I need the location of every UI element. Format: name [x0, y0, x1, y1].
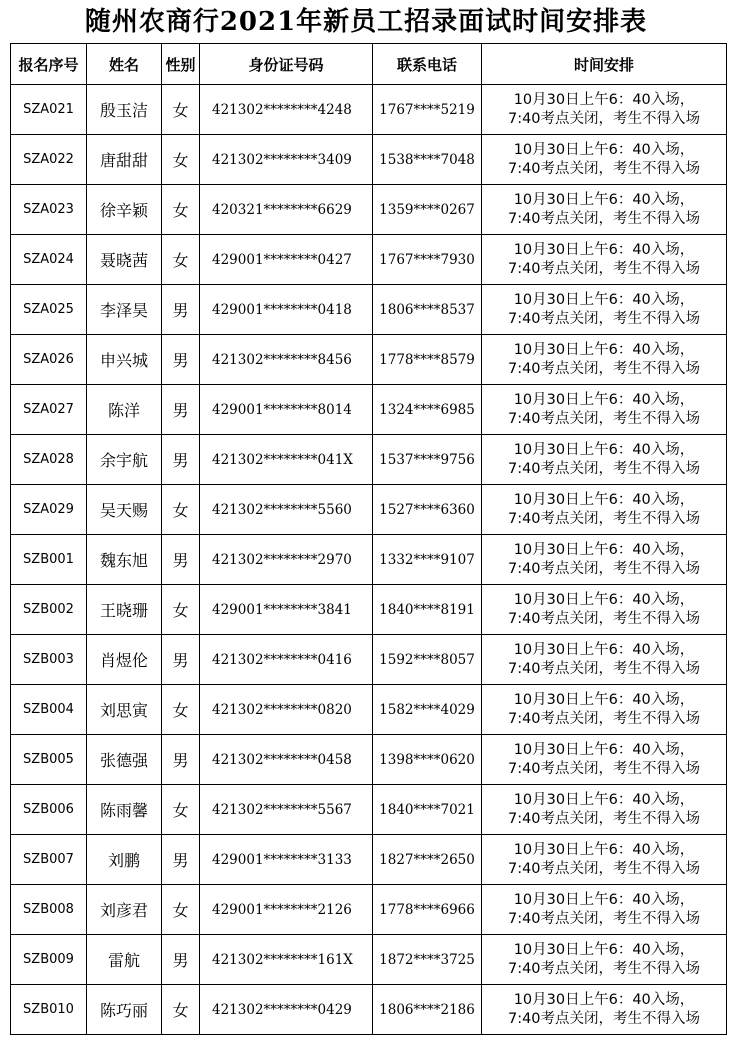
time-line-1: 10月30日上午6：40入场，	[513, 741, 695, 758]
table-row	[11, 435, 727, 485]
cell-idcard: 421302********5560	[200, 485, 373, 535]
page-title: 随州农商行2021年新员工招录面试时间安排表	[84, 7, 648, 37]
cell-registration-id: SZA022	[11, 135, 87, 185]
cell-time-schedule	[482, 235, 727, 285]
cell-name: 张德强	[87, 735, 162, 785]
cell-phone: 1767****7930	[373, 235, 482, 285]
cell-name: 聂晓茜	[87, 235, 162, 285]
cell-phone: 1582****4029	[373, 685, 482, 735]
cell-phone: 1840****7021	[373, 785, 482, 835]
cell-idcard: 421302********161X	[200, 935, 373, 985]
time-line-1: 10月30日上午6：40入场，	[513, 291, 695, 308]
cell-time-schedule	[482, 685, 727, 735]
cell-time-schedule	[482, 585, 727, 635]
time-line-2: 7:40考点关闭，考生不得入场	[507, 160, 701, 177]
cell-idcard: 421302********0820	[200, 685, 373, 735]
cell-name: 余宇航	[87, 435, 162, 485]
table-row	[11, 485, 727, 535]
table-row	[11, 585, 727, 635]
cell-idcard: 429001********0418	[200, 285, 373, 335]
cell-idcard: 421302********041X	[200, 435, 373, 485]
time-line-1: 10月30日上午6：40入场，	[513, 541, 695, 558]
header-row	[11, 44, 727, 85]
table-row	[11, 135, 727, 185]
cell-gender: 女	[162, 885, 200, 935]
time-line-1: 10月30日上午6：40入场，	[513, 191, 695, 208]
cell-registration-id: SZA021	[11, 85, 87, 135]
cell-gender: 女	[162, 985, 200, 1035]
cell-time-schedule	[482, 435, 727, 485]
table-row	[11, 385, 727, 435]
header-name: 姓名	[87, 44, 162, 85]
time-line-2: 7:40考点关闭，考生不得入场	[507, 110, 701, 127]
cell-idcard: 429001********8014	[200, 385, 373, 435]
cell-phone: 1332****9107	[373, 535, 482, 585]
cell-name: 肖煜伦	[87, 635, 162, 685]
time-line-2: 7:40考点关闭，考生不得入场	[507, 460, 701, 477]
cell-gender: 女	[162, 485, 200, 535]
cell-time-schedule	[482, 335, 727, 385]
time-line-2: 7:40考点关闭，考生不得入场	[507, 860, 701, 877]
time-line-2: 7:40考点关闭，考生不得入场	[507, 210, 701, 227]
time-line-2: 7:40考点关闭，考生不得入场	[507, 360, 701, 377]
cell-registration-id: SZA026	[11, 335, 87, 385]
cell-registration-id: SZA025	[11, 285, 87, 335]
cell-name: 申兴城	[87, 335, 162, 385]
time-line-1: 10月30日上午6：40入场，	[513, 891, 695, 908]
cell-phone: 1767****5219	[373, 85, 482, 135]
cell-phone: 1538****7048	[373, 135, 482, 185]
cell-name: 李泽昊	[87, 285, 162, 335]
table-row	[11, 935, 727, 985]
time-line-2: 7:40考点关闭，考生不得入场	[507, 710, 701, 727]
cell-registration-id: SZB001	[11, 535, 87, 585]
cell-idcard: 429001********3841	[200, 585, 373, 635]
time-line-2: 7:40考点关闭，考生不得入场	[507, 410, 701, 427]
cell-time-schedule	[482, 885, 727, 935]
cell-time-schedule	[482, 785, 727, 835]
time-line-1: 10月30日上午6：40入场，	[513, 91, 695, 108]
header-idcard: 身份证号码	[200, 44, 373, 85]
cell-gender: 男	[162, 935, 200, 985]
time-line-1: 10月30日上午6：40入场，	[513, 141, 695, 158]
table-row	[11, 835, 727, 885]
cell-gender: 男	[162, 535, 200, 585]
time-line-2: 7:40考点关闭，考生不得入场	[507, 760, 701, 777]
cell-gender: 男	[162, 435, 200, 485]
cell-registration-id: SZB008	[11, 885, 87, 935]
time-line-1: 10月30日上午6：40入场，	[513, 391, 695, 408]
cell-idcard: 421302********0429	[200, 985, 373, 1035]
cell-name: 陈洋	[87, 385, 162, 435]
table-row	[11, 635, 727, 685]
cell-time-schedule	[482, 135, 727, 185]
cell-idcard: 429001********0427	[200, 235, 373, 285]
cell-idcard: 421302********3409	[200, 135, 373, 185]
time-line-1: 10月30日上午6：40入场，	[513, 591, 695, 608]
header-phone: 联系电话	[373, 44, 482, 85]
cell-registration-id: SZB005	[11, 735, 87, 785]
cell-name: 雷航	[87, 935, 162, 985]
time-line-1: 10月30日上午6：40入场，	[513, 341, 695, 358]
time-line-2: 7:40考点关闭，考生不得入场	[507, 560, 701, 577]
cell-phone: 1398****0620	[373, 735, 482, 785]
table-row	[11, 885, 727, 935]
cell-name: 王晓珊	[87, 585, 162, 635]
time-line-2: 7:40考点关闭，考生不得入场	[507, 660, 701, 677]
cell-phone: 1806****8537	[373, 285, 482, 335]
table-row	[11, 285, 727, 335]
table-row	[11, 535, 727, 585]
cell-phone: 1778****8579	[373, 335, 482, 385]
cell-registration-id: SZB004	[11, 685, 87, 735]
cell-time-schedule	[482, 285, 727, 335]
cell-gender: 女	[162, 785, 200, 835]
cell-time-schedule	[482, 635, 727, 685]
cell-name: 唐甜甜	[87, 135, 162, 185]
cell-name: 刘鹏	[87, 835, 162, 885]
time-line-1: 10月30日上午6：40入场，	[513, 241, 695, 258]
cell-phone: 1840****8191	[373, 585, 482, 635]
cell-time-schedule	[482, 185, 727, 235]
cell-idcard: 421302********0458	[200, 735, 373, 785]
cell-registration-id: SZB009	[11, 935, 87, 985]
cell-name: 吴天赐	[87, 485, 162, 535]
cell-name: 徐辛颖	[87, 185, 162, 235]
cell-phone: 1778****6966	[373, 885, 482, 935]
time-line-2: 7:40考点关闭，考生不得入场	[507, 1010, 701, 1027]
cell-registration-id: SZA023	[11, 185, 87, 235]
cell-registration-id: SZB010	[11, 985, 87, 1035]
time-line-1: 10月30日上午6：40入场，	[513, 641, 695, 658]
table-row	[11, 185, 727, 235]
cell-idcard: 429001********2126	[200, 885, 373, 935]
cell-phone: 1872****3725	[373, 935, 482, 985]
cell-gender: 女	[162, 135, 200, 185]
table-row	[11, 735, 727, 785]
cell-time-schedule	[482, 535, 727, 585]
time-line-2: 7:40考点关闭，考生不得入场	[507, 910, 701, 927]
cell-gender: 男	[162, 385, 200, 435]
table-row	[11, 335, 727, 385]
schedule-table	[10, 43, 727, 1035]
cell-registration-id: SZA024	[11, 235, 87, 285]
cell-gender: 男	[162, 635, 200, 685]
table-row	[11, 685, 727, 735]
cell-registration-id: SZB003	[11, 635, 87, 685]
cell-time-schedule	[482, 385, 727, 435]
cell-name: 陈巧丽	[87, 985, 162, 1035]
cell-phone: 1592****8057	[373, 635, 482, 685]
table-row	[11, 85, 727, 135]
cell-gender: 男	[162, 285, 200, 335]
table-row	[11, 235, 727, 285]
cell-registration-id: SZA029	[11, 485, 87, 535]
cell-registration-id: SZB007	[11, 835, 87, 885]
cell-idcard: 421302********5567	[200, 785, 373, 835]
table-row	[11, 985, 727, 1035]
cell-phone: 1324****6985	[373, 385, 482, 435]
cell-time-schedule	[482, 835, 727, 885]
cell-time-schedule	[482, 985, 727, 1035]
cell-name: 魏东旭	[87, 535, 162, 585]
cell-phone: 1537****9756	[373, 435, 482, 485]
cell-idcard: 421302********2970	[200, 535, 373, 585]
cell-registration-id: SZB006	[11, 785, 87, 835]
cell-idcard: 421302********4248	[200, 85, 373, 135]
cell-name: 殷玉洁	[87, 85, 162, 135]
cell-gender: 女	[162, 85, 200, 135]
cell-idcard: 429001********3133	[200, 835, 373, 885]
cell-phone: 1806****2186	[373, 985, 482, 1035]
cell-registration-id: SZA027	[11, 385, 87, 435]
cell-registration-id: SZB002	[11, 585, 87, 635]
time-line-1: 10月30日上午6：40入场，	[513, 691, 695, 708]
cell-gender: 女	[162, 185, 200, 235]
time-line-1: 10月30日上午6：40入场，	[513, 791, 695, 808]
time-line-1: 10月30日上午6：40入场，	[513, 991, 695, 1008]
cell-time-schedule	[482, 935, 727, 985]
time-line-2: 7:40考点关闭，考生不得入场	[507, 810, 701, 827]
cell-idcard: 420321********6629	[200, 185, 373, 235]
time-line-2: 7:40考点关闭，考生不得入场	[507, 960, 701, 977]
cell-gender: 男	[162, 835, 200, 885]
time-line-2: 7:40考点关闭，考生不得入场	[507, 510, 701, 527]
cell-time-schedule	[482, 735, 727, 785]
cell-idcard: 421302********0416	[200, 635, 373, 685]
time-line-2: 7:40考点关闭，考生不得入场	[507, 610, 701, 627]
time-line-1: 10月30日上午6：40入场，	[513, 491, 695, 508]
header-time: 时间安排	[482, 44, 727, 85]
cell-time-schedule	[482, 485, 727, 535]
cell-name: 陈雨馨	[87, 785, 162, 835]
cell-gender: 男	[162, 735, 200, 785]
cell-time-schedule	[482, 85, 727, 135]
cell-gender: 男	[162, 335, 200, 385]
header-id: 报名序号	[11, 44, 87, 85]
cell-phone: 1827****2650	[373, 835, 482, 885]
cell-phone: 1527****6360	[373, 485, 482, 535]
cell-phone: 1359****0267	[373, 185, 482, 235]
cell-gender: 女	[162, 685, 200, 735]
time-line-1: 10月30日上午6：40入场，	[513, 841, 695, 858]
header-gender: 性别	[162, 44, 200, 85]
time-line-1: 10月30日上午6：40入场，	[513, 441, 695, 458]
cell-idcard: 421302********8456	[200, 335, 373, 385]
table-row	[11, 785, 727, 835]
cell-name: 刘彦君	[87, 885, 162, 935]
time-line-2: 7:40考点关闭，考生不得入场	[507, 310, 701, 327]
time-line-2: 7:40考点关闭，考生不得入场	[507, 260, 701, 277]
cell-gender: 女	[162, 235, 200, 285]
time-line-1: 10月30日上午6：40入场，	[513, 941, 695, 958]
cell-name: 刘思寅	[87, 685, 162, 735]
cell-gender: 女	[162, 585, 200, 635]
cell-registration-id: SZA028	[11, 435, 87, 485]
